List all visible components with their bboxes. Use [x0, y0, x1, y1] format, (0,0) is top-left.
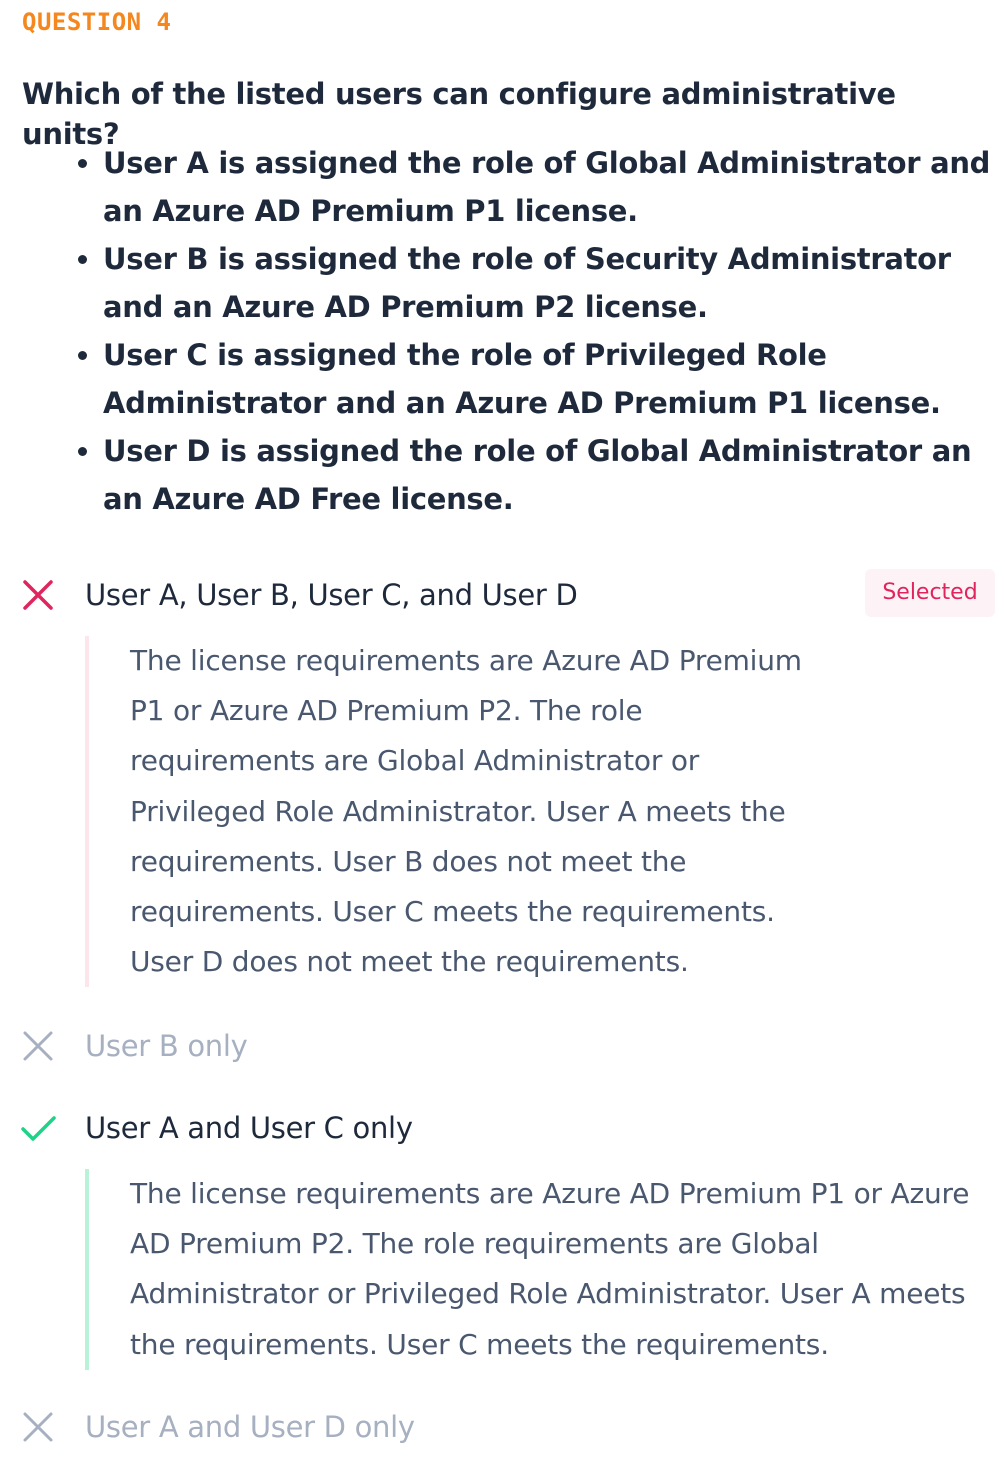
answer-option-3[interactable] — [20, 1102, 995, 1154]
cross-icon — [20, 1409, 56, 1445]
answer-explanation-1: The license requirements are Azure AD Premium P1 or Azure AD Premium P2. The role requirements are Global Administrator or Privileged Role Administrator. User A meets the requirements. User B does not meet the requirements. User C meets the requirements. User D does not meet the requirements. — [85, 636, 830, 987]
selected-badge: Selected — [865, 569, 995, 617]
list-item: • User C is assigned the role of Privileged Role Administrator and an Azure AD Premium P1 license. — [103, 331, 1005, 427]
question-number: QUESTION 4 — [22, 8, 172, 36]
list-item: • User A is assigned the role of Global Administrator and an Azure AD Premium P1 license. — [103, 139, 1005, 235]
check-icon — [20, 1110, 56, 1146]
list-item: • User D is assigned the role of Global Administrator an an Azure AD Free license. — [103, 427, 1005, 523]
answer-option-2[interactable] — [20, 1020, 995, 1072]
question-text: Which of the listed users can configure administrative units? — [22, 77, 896, 151]
answer-option-label: User A and User C only — [85, 1111, 413, 1145]
answer-explanation-3: The license requirements are Azure AD Premium P1 or Azure AD Premium P2. The role requirements are Global Administrator or Privileged Role Administrator. User A meets the requirements. User C meets the requirements. — [85, 1169, 990, 1370]
cross-icon — [20, 1028, 56, 1064]
list-item: • User B is assigned the role of Security Administrator and an Azure AD Premium P2 license. — [103, 235, 1005, 331]
answer-option-label: User A and User D only — [85, 1410, 415, 1444]
question-bullet-list — [68, 139, 1005, 523]
answer-option-1[interactable] — [20, 569, 995, 621]
answer-option-4[interactable] — [20, 1401, 995, 1453]
cross-icon — [20, 577, 56, 613]
answer-option-label: User B only — [85, 1029, 248, 1063]
answer-option-label: User A, User B, User C, and User D — [85, 578, 578, 612]
